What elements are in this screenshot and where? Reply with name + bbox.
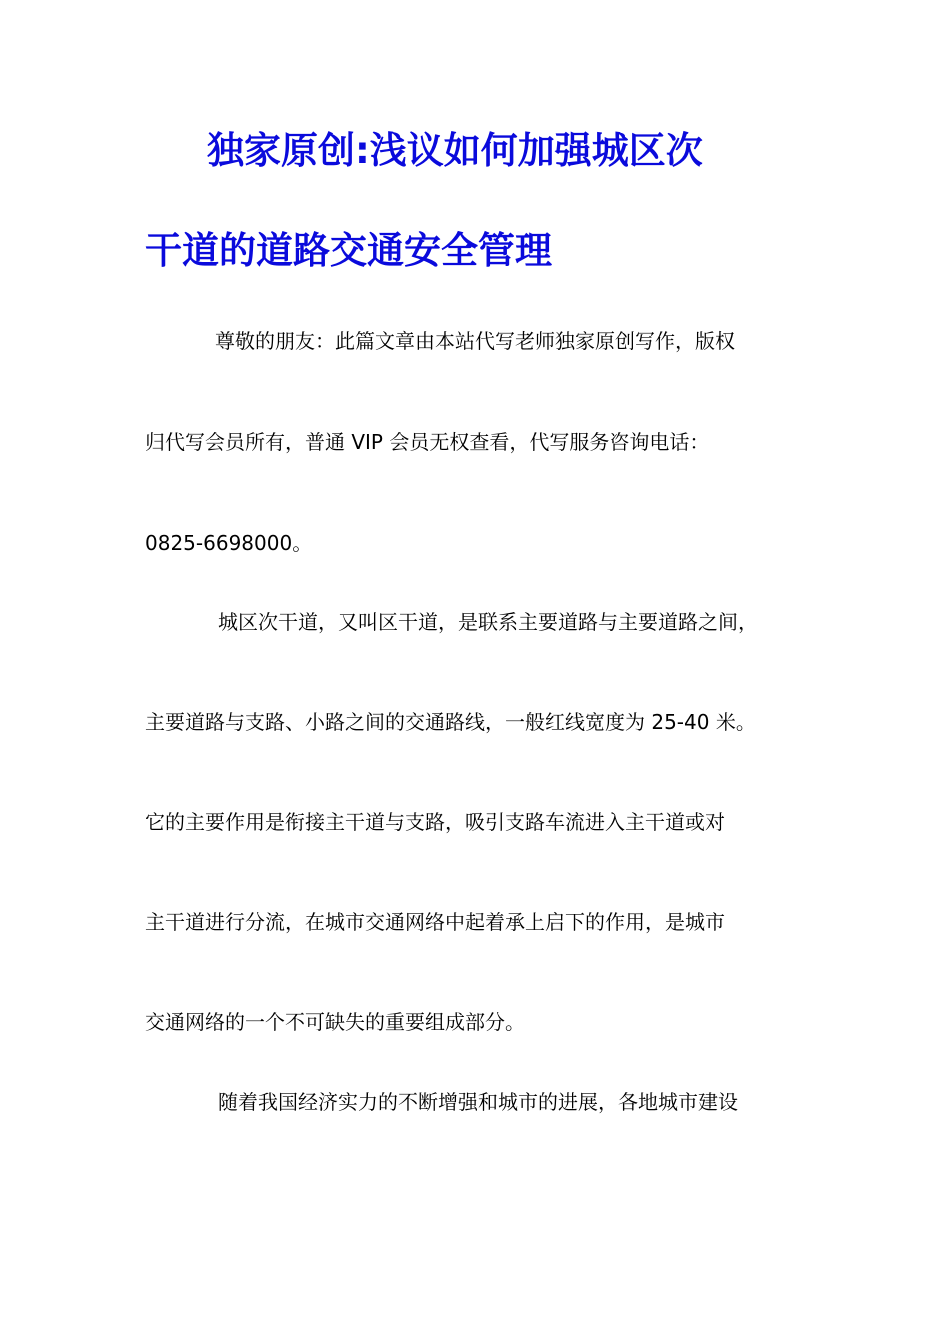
paragraph-2-line-3: 它的主要作用是衔接主干道与支路，吸引支路车流进入主干道或对 bbox=[145, 810, 725, 834]
document-title-line-1: 独家原创:浅议如何加强城区次 bbox=[207, 129, 703, 172]
document-title-line-2: 干道的道路交通安全管理 bbox=[145, 229, 552, 272]
paragraph-2-line-1: 城区次干道，又叫区干道，是联系主要道路与主要道路之间， bbox=[218, 610, 758, 634]
paragraph-1-line-2: 归代写会员所有，普通 VIP 会员无权查看，代写服务咨询电话： bbox=[145, 430, 710, 454]
paragraph-1-line-3: 0825-6698000。 bbox=[145, 531, 313, 555]
paragraph-2-line-4: 主干道进行分流，在城市交通网络中起着承上启下的作用，是城市 bbox=[145, 910, 725, 934]
paragraph-2-line-2: 主要道路与支路、小路之间的交通路线，一般红线宽度为 25-40 米。 bbox=[145, 710, 756, 734]
paragraph-2-line-5: 交通网络的一个不可缺失的重要组成部分。 bbox=[145, 1010, 525, 1034]
paragraph-1-line-1: 尊敬的朋友：此篇文章由本站代写老师独家原创写作，版权 bbox=[215, 329, 735, 353]
paragraph-3-line-1: 随着我国经济实力的不断增强和城市的进展，各地城市建设 bbox=[218, 1090, 738, 1114]
